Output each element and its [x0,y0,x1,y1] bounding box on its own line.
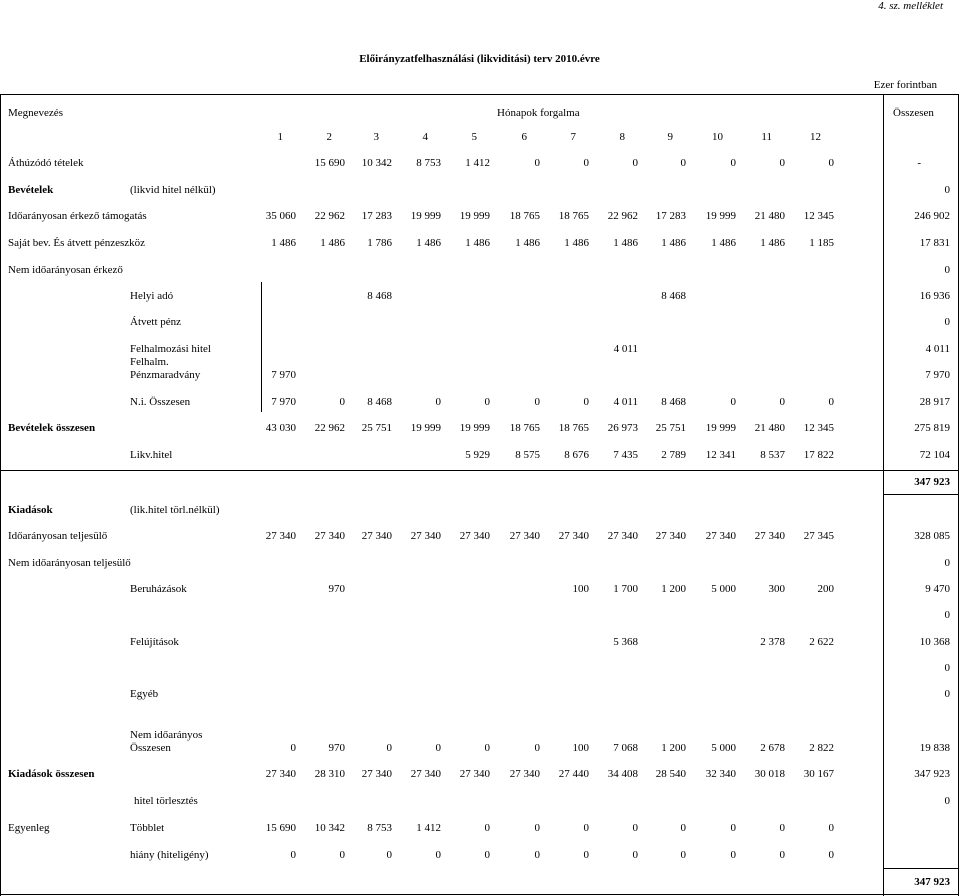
month-value: 0 [680,822,686,834]
row-total: 0 [944,184,950,196]
unit-label: Ezer forintban [873,79,937,91]
month-value: 0 [828,396,834,408]
row-total: 16 936 [919,290,950,302]
month-value: 27 340 [607,530,638,542]
month-value: 1 486 [416,237,441,249]
month-header: 1 [277,131,283,143]
month-value: 0 [583,157,589,169]
month-value: 0 [534,742,540,754]
month-value: 19 999 [410,210,441,222]
month-value: 25 751 [655,422,686,434]
month-value: 22 962 [314,210,345,222]
month-value: 0 [435,742,441,754]
month-value: 970 [328,583,345,595]
month-value: 18 765 [558,422,589,434]
annex-label: 4. sz. melléklet [878,0,943,12]
month-value: 0 [484,742,490,754]
month-value: 0 [484,396,490,408]
month-value: 1 200 [661,583,686,595]
month-value: 15 690 [265,822,296,834]
month-value: 4 011 [613,343,638,355]
month-value: 19 999 [705,210,736,222]
month-value: 17 822 [803,449,834,461]
row-sublabel: (likvid hitel nélkül) [130,184,216,196]
month-value: 0 [484,822,490,834]
month-value: 8 676 [564,449,589,461]
month-value: 17 283 [361,210,392,222]
month-value: 1 700 [613,583,638,595]
month-value: 0 [779,157,785,169]
month-header: 11 [761,131,772,143]
month-header: 5 [471,131,477,143]
month-value: 970 [328,742,345,754]
month-value: 0 [484,849,490,861]
month-header: 3 [373,131,379,143]
month-value: 27 340 [459,530,490,542]
row-label: Egyenleg [8,822,50,834]
month-value: 0 [730,157,736,169]
row-sublabel: Felhalm. [130,356,169,368]
month-value: 22 962 [607,210,638,222]
month-value: 100 [572,742,589,754]
row-label: Saját bev. És átvett pénzeszköz [8,237,146,249]
month-value: 200 [817,583,834,595]
month-value: 1 786 [367,237,392,249]
month-value: 18 765 [509,210,540,222]
month-value: 1 486 [564,237,589,249]
month-value: 5 000 [711,742,736,754]
row-total: 0 [944,688,950,700]
month-value: 8 575 [515,449,540,461]
row-sublabel: (lik.hitel törl.nélkül) [130,504,220,516]
month-value: 7 435 [613,449,638,461]
month-value: 0 [828,822,834,834]
month-value: 8 753 [367,822,392,834]
row-sublabel: Likv.hitel [130,449,173,461]
row-sublabel: Felújítások [130,636,179,648]
row-total: 19 838 [919,742,950,754]
month-value: 12 341 [705,449,736,461]
row-sublabel: N.i. Összesen [130,396,191,408]
row-total: 10 368 [919,636,950,648]
month-value: 0 [339,849,345,861]
page-title: Előirányzatfelhasználási (likviditási) terv 2010.évre [359,53,600,65]
row-sublabel: Többlet [130,822,165,834]
month-value: 2 789 [661,449,686,461]
month-header: 7 [570,131,576,143]
month-value: 27 340 [459,768,490,780]
month-value: 0 [583,822,589,834]
month-value: 1 412 [465,157,490,169]
month-header: 12 [810,131,821,143]
row-total: 7 970 [925,369,950,381]
month-value: 43 030 [265,422,296,434]
row-label: Időarányosan teljesülő [8,530,108,542]
row-total: 0 [944,795,950,807]
row-total: 347 923 [914,768,950,780]
header-name: Megnevezés [8,107,63,119]
month-value: 4 011 [613,396,638,408]
month-value: 30 167 [803,768,834,780]
month-value: 5 929 [465,449,490,461]
row-sublabel: Helyi adó [130,290,174,302]
month-value: 12 345 [803,210,834,222]
month-value: 1 486 [661,237,686,249]
month-value: 10 342 [361,157,392,169]
month-value: 34 408 [607,768,638,780]
month-value: 27 340 [509,768,540,780]
month-value: 8 468 [367,290,392,302]
row-sublabel: Beruházások [130,583,187,595]
row-total: 328 085 [914,530,950,542]
row-total: 72 104 [919,449,950,461]
row-sublabel: hiány (hiteligény) [130,849,209,861]
month-value: 27 340 [265,768,296,780]
month-value: 0 [632,849,638,861]
row-total: 0 [944,264,950,276]
row-total: 28 917 [919,396,950,408]
row-total: 0 [944,609,950,621]
month-value: 12 345 [803,422,834,434]
grid-hline [0,94,959,95]
month-value: 7 970 [271,396,296,408]
row-label: Kiadások összesen [8,768,95,780]
month-value: 27 340 [314,530,345,542]
row-label: Nem időarányosan érkező [8,264,123,276]
month-value: 27 340 [655,530,686,542]
month-value: 19 999 [410,422,441,434]
row-label: Áthúzódó tételek [8,157,84,169]
month-value: 0 [534,822,540,834]
month-value: 1 486 [271,237,296,249]
month-value: 27 340 [410,530,441,542]
month-value: 0 [779,849,785,861]
month-value: 2 822 [809,742,834,754]
month-value: 27 340 [558,530,589,542]
row-label: Bevételek [8,184,54,196]
month-value: 0 [583,849,589,861]
month-value: 0 [534,396,540,408]
row-total: 347 923 [914,876,950,888]
month-value: 8 468 [661,396,686,408]
month-value: 0 [680,849,686,861]
grid-vline [261,282,262,412]
month-value: 8 468 [367,396,392,408]
month-value: 27 340 [265,530,296,542]
month-value: 1 486 [711,237,736,249]
month-value: 2 622 [809,636,834,648]
month-value: 1 486 [515,237,540,249]
grid-vline [0,94,1,896]
month-header: 10 [712,131,723,143]
month-value: 22 962 [314,422,345,434]
month-value: 19 999 [705,422,736,434]
month-value: 26 973 [607,422,638,434]
month-header: 4 [422,131,428,143]
grid-hline [0,470,959,471]
row-label: Kiadások [8,504,53,516]
month-value: 0 [435,396,441,408]
month-value: 7 970 [271,369,296,381]
month-value: 27 340 [705,530,736,542]
month-value: 1 486 [320,237,345,249]
month-value: 27 340 [361,530,392,542]
month-value: 0 [632,822,638,834]
row-total: - [917,157,921,169]
month-value: 5 000 [711,583,736,595]
month-header: 9 [667,131,673,143]
month-value: 8 537 [760,449,785,461]
row-sublabel: Összesen [130,742,171,754]
row-total: 0 [944,662,950,674]
row-total: 347 923 [914,476,950,488]
header-months-group: Hónapok forgalma [497,107,580,119]
month-value: 35 060 [265,210,296,222]
month-value: 0 [290,849,296,861]
month-value: 0 [339,396,345,408]
month-value: 18 765 [558,210,589,222]
header-total: Összesen [893,107,934,119]
month-value: 0 [730,822,736,834]
month-value: 27 440 [558,768,589,780]
month-value: 0 [680,157,686,169]
month-value: 27 340 [361,768,392,780]
month-value: 21 480 [754,422,785,434]
month-value: 2 678 [760,742,785,754]
month-value: 0 [583,396,589,408]
month-value: 27 340 [410,768,441,780]
month-value: 10 342 [314,822,345,834]
month-value: 17 283 [655,210,686,222]
month-value: 1 185 [809,237,834,249]
month-value: 1 486 [760,237,785,249]
month-value: 0 [828,157,834,169]
month-value: 100 [572,583,589,595]
month-value: 0 [534,849,540,861]
month-value: 1 200 [661,742,686,754]
row-label: Bevételek összesen [8,422,96,434]
month-value: 300 [768,583,785,595]
month-value: 32 340 [705,768,736,780]
grid-hline [883,494,959,495]
month-value: 0 [730,849,736,861]
row-sublabel: Felhalmozási hitel [130,343,211,355]
month-header: 6 [521,131,527,143]
grid-hline [883,868,959,869]
month-value: 7 068 [613,742,638,754]
month-value: 8 468 [661,290,686,302]
month-value: 1 412 [416,822,441,834]
row-sublabel: hitel törlesztés [134,795,198,807]
month-header: 2 [326,131,332,143]
month-value: 0 [534,157,540,169]
row-total: 9 470 [925,583,950,595]
month-value: 28 540 [655,768,686,780]
month-value: 18 765 [509,422,540,434]
row-sublabel: Pénzmaradvány [130,369,201,381]
month-value: 19 999 [459,422,490,434]
month-value: 0 [779,822,785,834]
row-total: 17 831 [919,237,950,249]
month-value: 30 018 [754,768,785,780]
month-value: 0 [632,157,638,169]
month-header: 8 [619,131,625,143]
month-value: 0 [779,396,785,408]
row-total: 4 011 [925,343,950,355]
month-value: 27 340 [509,530,540,542]
grid-vline [883,94,884,896]
row-sublabel: Egyéb [130,688,159,700]
month-value: 15 690 [314,157,345,169]
row-sublabel: Nem időarányos [130,729,203,741]
row-total: 246 902 [914,210,950,222]
month-value: 19 999 [459,210,490,222]
month-value: 0 [386,849,392,861]
month-value: 0 [290,742,296,754]
month-value: 0 [386,742,392,754]
month-value: 21 480 [754,210,785,222]
month-value: 27 340 [754,530,785,542]
row-label: Nem időarányosan teljesülő [8,557,131,569]
month-value: 5 368 [613,636,638,648]
month-value: 0 [730,396,736,408]
row-total: 0 [944,557,950,569]
month-value: 0 [435,849,441,861]
month-value: 1 486 [613,237,638,249]
month-value: 1 486 [465,237,490,249]
row-sublabel: Átvett pénz [130,316,182,328]
month-value: 25 751 [361,422,392,434]
row-total: 0 [944,316,950,328]
month-value: 27 345 [803,530,834,542]
month-value: 8 753 [416,157,441,169]
row-label: Időarányosan érkező támogatás [8,210,147,222]
row-total: 275 819 [914,422,950,434]
month-value: 2 378 [760,636,785,648]
month-value: 0 [828,849,834,861]
month-value: 28 310 [314,768,345,780]
